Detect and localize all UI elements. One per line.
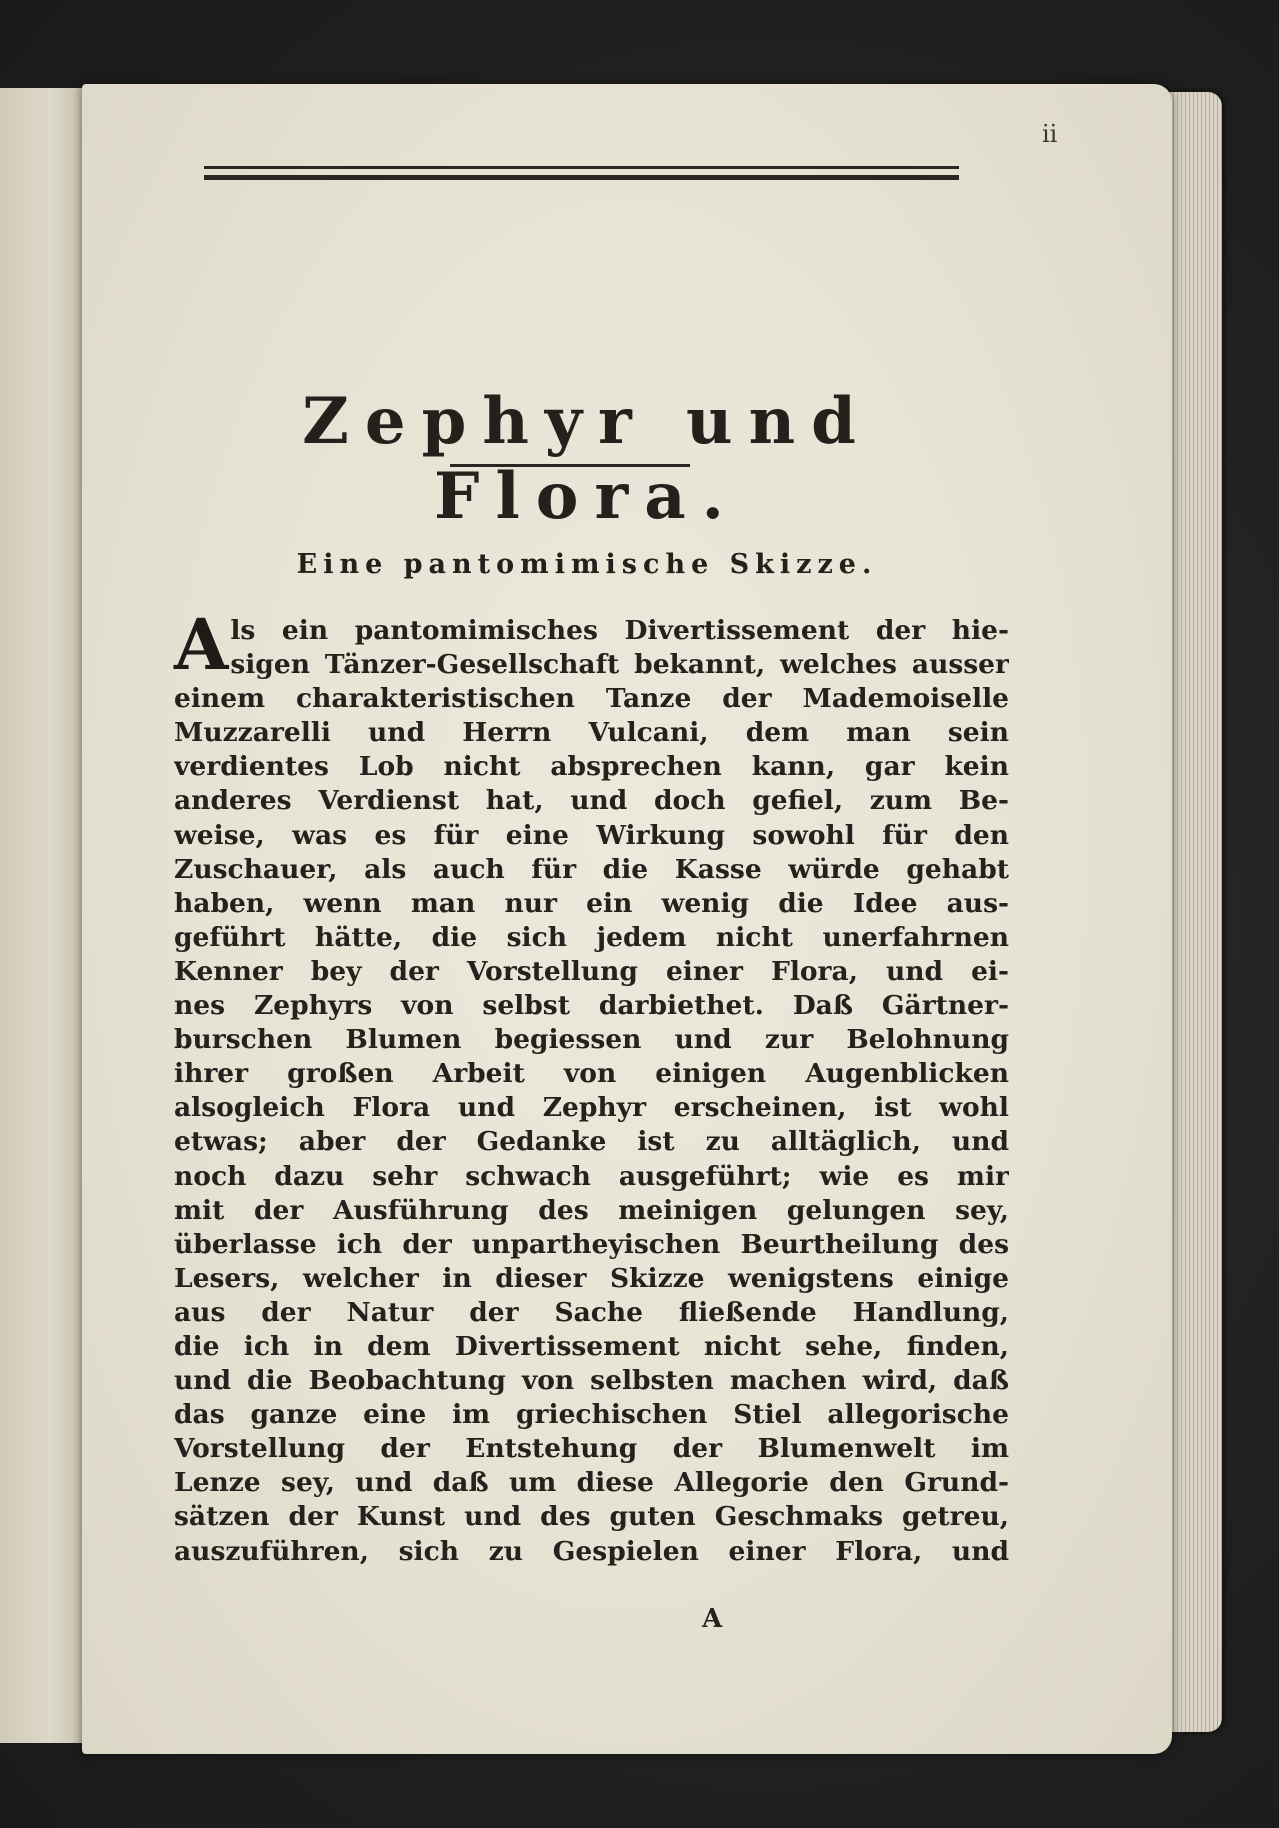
text-line: haben, wenn man nur ein wenig die Idee aus- [174,887,1009,919]
text-line: ihrer großen Arbeit von einigen Augenblicken [174,1058,1009,1090]
text-line: weise, was es für eine Wirkung sowohl für den [174,819,1009,851]
page-title: Zephyr und Flora. [302,384,872,534]
body-text [174,603,1009,1569]
text-line: die ich in dem Divertissement nicht sehe, finden, [174,1330,1009,1362]
text-line: ls ein pantomimisches Divertissement der hie- [230,615,1009,646]
text-line: und die Beobachtung von selbsten machen wird, daß [174,1365,1009,1397]
text-line: geführt hätte, die sich jedem nicht unerfahrnen [174,921,1009,953]
text-line: überlasse ich der unpartheyischen Beurtheilung des [174,1228,1009,1260]
text-line: etwas; aber der Gedanke ist zu alltäglich, und [174,1126,1009,1158]
signature-mark: A [702,1604,723,1634]
text-line: burschen Blumen begiessen und zur Belohnung [174,1024,1009,1056]
text-line: sigen Tänzer-Gesellschaft bekannt, welches ausser [230,649,1009,681]
text-line: auszuführen, sich zu Gespielen einer Flora, und [174,1535,1009,1567]
book-page [82,84,1172,1754]
text-line: noch dazu sehr schwach ausgeführt; wie es mir [174,1160,1009,1192]
text-line: sätzen der Kunst und des guten Geschmaks getreu, [174,1501,1009,1533]
text-line: anderes Verdienst hat, und doch gefiel, zum Be- [174,785,1009,817]
text-line: verdientes Lob nicht absprechen kann, gar kein [174,751,1009,783]
text-line: das ganze eine im griechischen Stiel allegorische [174,1399,1009,1431]
text-line: Vorstellung der Entstehung der Blumenwelt im [174,1433,1009,1465]
header-double-rule [204,166,959,180]
text-line: mit der Ausführung des meinigen gelungen sey, [174,1194,1009,1226]
text-line: Muzzarelli und Herrn Vulcani, dem man sein [174,717,1009,749]
text-line: aus der Natur der Sache fließende Handlung, [174,1296,1009,1328]
text-line: Kenner bey der Vorstellung einer Flora, und ei- [174,955,1009,987]
drop-cap: A [174,603,229,686]
text-line: Zuschauer, als auch für die Kasse würde gehabt [174,853,1009,885]
text-line: alsogleich Flora und Zephyr erscheinen, ist wohl [174,1092,1009,1124]
page-subtitle: Eine pantomimische Skizze. [296,549,878,580]
page-number: ii [1042,120,1058,148]
title-rule [450,464,690,467]
facing-page-edge [0,88,86,1743]
text-line: Lenze sey, und daß um diese Allegorie den Grund- [174,1467,1009,1499]
text-line: einem charakteristischen Tanze der Mademoiselle [174,683,1009,715]
text-line: nes Zephyrs von selbst darbiethet. Daß Gärtner- [174,990,1009,1022]
text-line: Lesers, welcher in dieser Skizze wenigstens einige [174,1262,1009,1294]
